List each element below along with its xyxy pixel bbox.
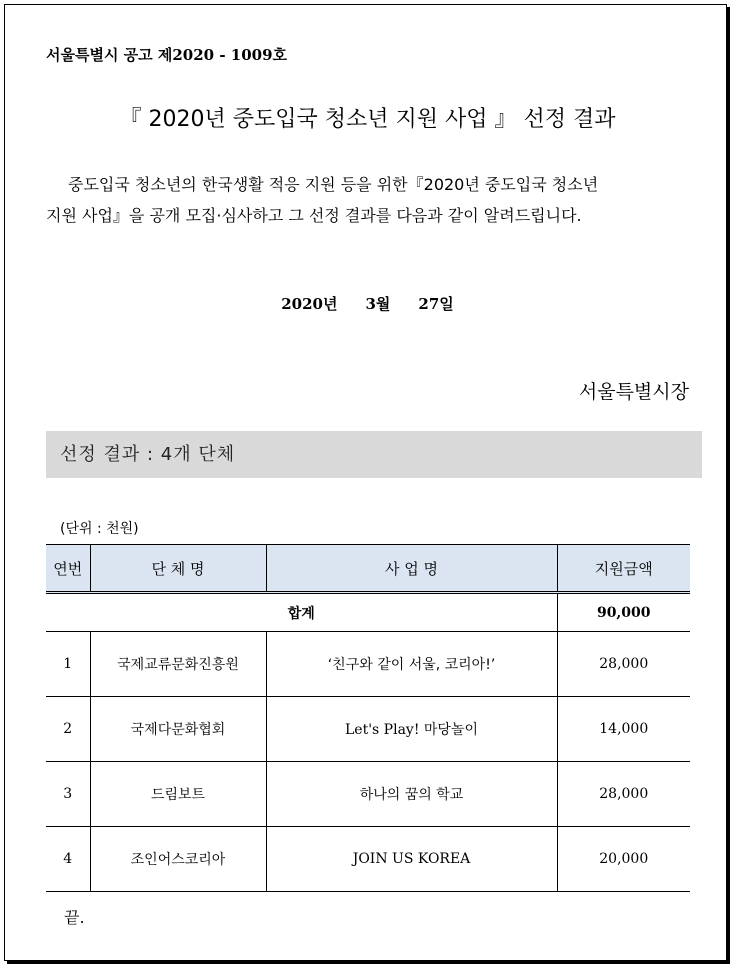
row-org: 드림보트 <box>90 762 266 827</box>
table-row <box>46 697 690 762</box>
issuer: 서울특별시장 <box>578 381 689 403</box>
header-amount: 지원금액 <box>557 545 690 593</box>
row-amount: 20,000 <box>557 827 690 892</box>
row-amount: 28,000 <box>557 632 690 697</box>
results-table <box>46 544 690 892</box>
row-org: 국제다문화협회 <box>90 697 266 762</box>
table-row <box>46 762 690 827</box>
body-line-2: 지원 사업』을 공개 모집·심사하고 그 선정 결과를 다음과 같이 알려드립니다. <box>46 206 582 225</box>
row-project: 하나의 꿈의 학교 <box>266 762 557 827</box>
total-amount: 90,000 <box>557 593 690 632</box>
date-year: 2020년 <box>281 295 338 313</box>
row-project: JOIN US KOREA <box>266 827 557 892</box>
row-no: 1 <box>46 632 90 697</box>
row-no: 3 <box>46 762 90 827</box>
body-line-1: 중도입국 청소년의 한국생활 적응 지원 등을 위한『2020년 중도입국 청소년 <box>68 175 599 194</box>
row-amount: 14,000 <box>557 697 690 762</box>
table-row <box>46 632 690 697</box>
end-mark: 끝. <box>64 908 85 927</box>
header-project: 사 업 명 <box>266 545 557 593</box>
date-month: 3월 <box>365 295 391 313</box>
table-row <box>46 827 690 892</box>
unit-label: (단위 : 천원) <box>60 521 139 537</box>
date-day: 27일 <box>418 295 454 313</box>
result-summary-bar: 선정 결과 : 4개 단체 <box>46 431 702 478</box>
notice-number: 서울특별시 공고 제2020 - 1009호 <box>46 46 288 64</box>
row-project: ‘친구와 같이 서울, 코리아!’ <box>266 632 557 697</box>
total-label: 합계 <box>46 593 557 632</box>
announcement-body <box>46 169 690 231</box>
row-project: Let's Play! 마당놀이 <box>266 697 557 762</box>
row-no: 4 <box>46 827 90 892</box>
total-row <box>46 593 690 632</box>
document-title: 『 2020년 중도입국 청소년 지원 사업 』 선정 결과 <box>119 107 616 132</box>
row-org: 국제교류문화진흥원 <box>90 632 266 697</box>
header-org: 단 체 명 <box>90 545 266 593</box>
row-org: 조인어스코리아 <box>90 827 266 892</box>
row-amount: 28,000 <box>557 762 690 827</box>
row-no: 2 <box>46 697 90 762</box>
announcement-date <box>0 293 735 314</box>
header-no: 연번 <box>46 545 90 593</box>
table-header-row <box>46 545 690 593</box>
